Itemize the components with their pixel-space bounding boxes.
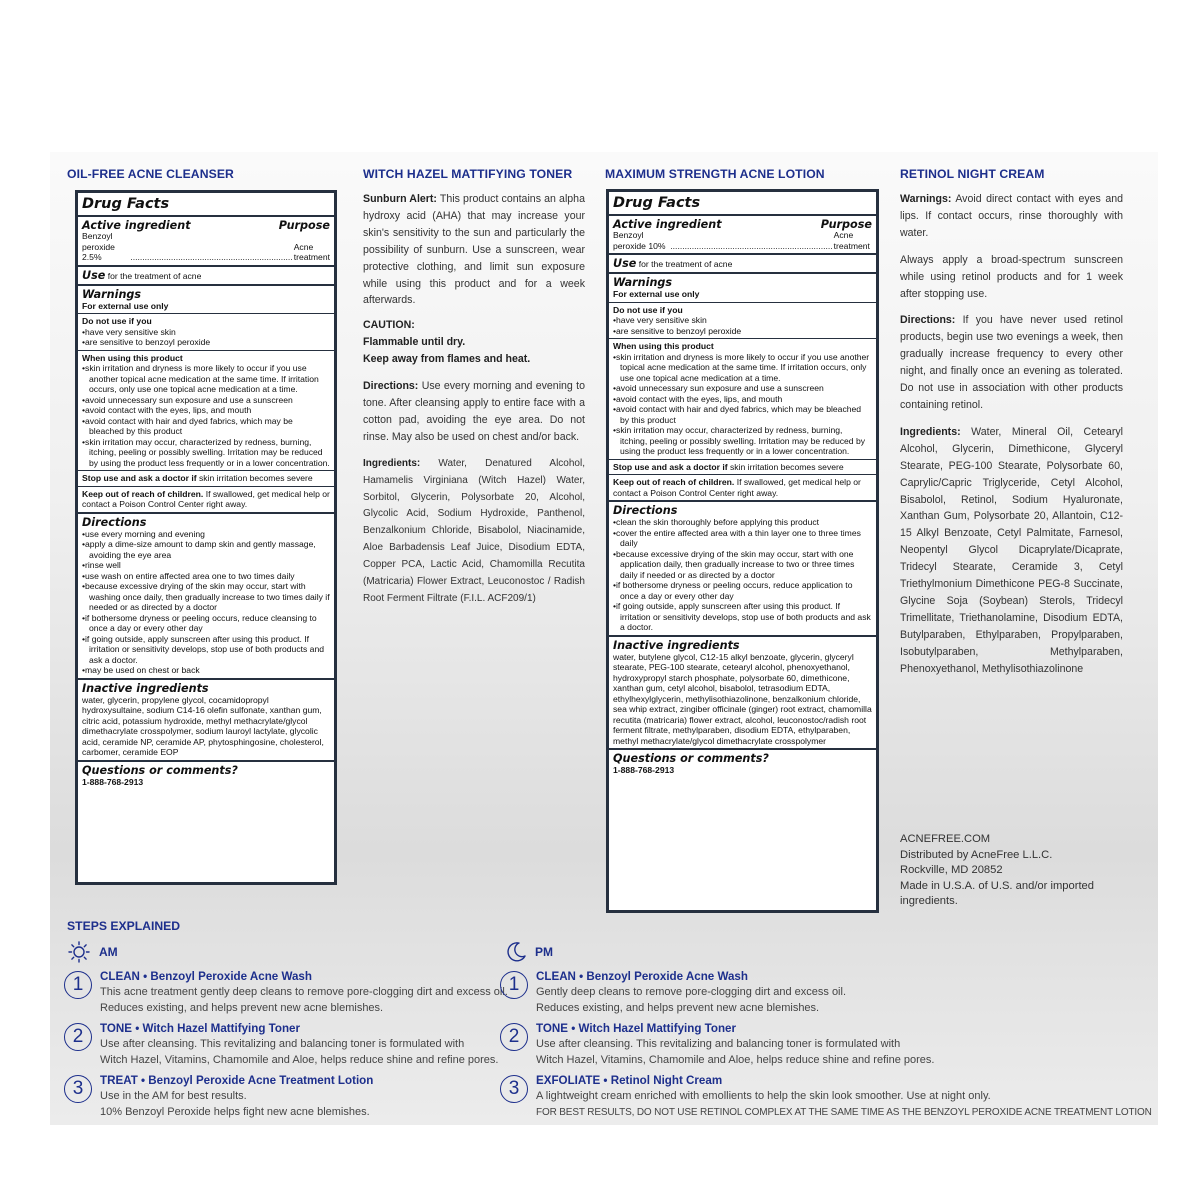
directions-item: • because excessive drying of the skin may occur, start with washing once daily, then gradually increase to two times daily if needed or as directed by a doctor: [82, 581, 330, 613]
am-label: AM: [99, 945, 118, 959]
questions-label: Questions or comments?: [82, 763, 238, 777]
questions-label: Questions or comments?: [613, 752, 769, 765]
step-description-line: A lightweight cream enriched with emollients to help the skin look smoother. Use at night only.: [536, 1090, 991, 1102]
drug-facts-lotion: [606, 189, 879, 913]
step-title: TONE • Witch Hazel Mattifying Toner: [100, 1022, 300, 1035]
stop-use-label: Stop use and ask a doctor if: [613, 461, 728, 472]
active-ingredient-label: Active ingredient: [613, 218, 722, 231]
step-number-badge: 1: [500, 971, 528, 999]
directions-item: • cover the entire affected area with a thin layer one to three times daily: [613, 528, 872, 549]
step-description-line: FOR BEST RESULTS, DO NOT USE RETINOL COMPLEX AT THE SAME TIME AS THE BENZOYL PEROXIDE ACNE TREATMENT LOTION: [536, 1106, 1152, 1118]
step-number-badge: 1: [64, 971, 92, 999]
directions-item: • if bothersome dryness or peeling occurs, reduce application to once a day or every other day: [613, 580, 872, 601]
when-using-item: • avoid unnecessary sun exposure and use a sunscreen: [82, 395, 330, 406]
step-description: [100, 985, 508, 1016]
inactive-ingredients-text: water, glycerin, propylene glycol, cocamidopropyl hydroxysultaine, sodium C14-16 olefin sulfonate, xanthan gum, citric acid, potassium hydroxide, methyl methacrylate/glycol dimethacrylate crosspolymer, sodium lauroyl lactylate, glycolic acid, ceramide NP, ceramide AP, phytosphingosine, cholesterol, carbomer, ceramide EOP: [82, 694, 324, 757]
drug-facts-cleanser: [75, 190, 337, 885]
steps-title: STEPS EXPLAINED: [67, 919, 181, 933]
do-not-use-list: [82, 327, 330, 348]
step-description: [100, 1037, 498, 1068]
when-using-list: [82, 363, 330, 468]
purpose-value: Acne treatment: [293, 241, 331, 262]
toner-caution: CAUTION:: [363, 319, 415, 332]
cream-sunscreen-text: Always apply a broad-spectrum sunscreen while using retinol products and for 1 week after stopping use.: [900, 253, 1123, 300]
external-use: For external use only: [82, 300, 169, 311]
sun-icon: [67, 941, 91, 963]
stop-use-text: skin irritation becomes severe: [199, 473, 313, 483]
directions-item: • may be used on chest or back: [82, 665, 330, 676]
step-description: [536, 1037, 934, 1068]
toner-sunburn-text: This product contains an alpha hydroxy acid (AHA) that may increase your skin's sensitivity to the sun and particularly the possibility of sunburn. Use a sunscreen, wear protective clothing, and limit sun exposure while using this product and for a week afterwards.: [363, 193, 585, 307]
step-title: TREAT • Benzoyl Peroxide Acne Treatment Lotion: [100, 1074, 374, 1087]
toner-title: WITCH HAZEL MATTIFYING TONER: [363, 167, 573, 181]
active-ingredient-value: Benzoyl peroxide 10%: [613, 230, 666, 251]
directions-item: • clean the skin thoroughly before applying this product: [613, 517, 872, 528]
step-title: CLEAN • Benzoyl Peroxide Acne Wash: [536, 970, 748, 983]
when-using-item: • skin irritation may occur, characterized by redness, burning, itching, peeling or possibly swelling. Irritation may be reduced by using the product less frequently or in a lower concentration.: [613, 425, 872, 457]
directions-list: [613, 517, 872, 633]
use-label: Use: [82, 268, 106, 282]
step-description-line: Reduces existing, and helps prevent new acne blemishes.: [100, 1001, 384, 1014]
when-using-item: • skin irritation and dryness is more likely to occur if you use another topical acne medication at the same time. If irritation occurs, only use one topical acne medication at a time.: [613, 352, 872, 384]
dot-leader: ....................................................................: [130, 252, 293, 262]
toner-flammable: Flammable until dry.: [363, 336, 466, 349]
distributor-line-2: Rockville, MD 20852: [900, 864, 1003, 877]
when-using-item: • avoid contact with the eyes, lips, and mouth: [82, 405, 330, 416]
when-using-heading: When using this product: [613, 341, 714, 351]
use-text: for the treatment of acne: [638, 259, 733, 269]
step-description-line: Use after cleansing. This revitalizing and balancing toner is formulated with: [536, 1038, 901, 1050]
cream-title: RETINOL NIGHT CREAM: [900, 167, 1045, 181]
toner-info: [363, 191, 585, 618]
keep-out-text: If swallowed, get medical help or contact a Poison Control Center right away.: [82, 488, 330, 509]
toner-directions-label: Directions:: [363, 380, 419, 393]
directions-list: [82, 529, 330, 676]
when-using-item: • skin irritation may occur, characterized by redness, burning, itching, peeling or possibly swelling. Irritation may be reduced by using the product less frequently or in a lower concentration.: [82, 437, 330, 469]
cream-directions-label: Directions:: [900, 314, 956, 327]
cream-ingredients-text: Water, Mineral Oil, Cetearyl Alcohol, Glycerin, Dimethicone, Glyceryl Stearate, PEG-100 Stearate, Polysorbate 60, Caprylic/Capric Triglyceride, Cetyl Alcohol, Bisabolol, Retinol, Sodium Hyaluronate, Xanthan Gum, Polysorbate 20, Allantoin, C12-15 Alkyl Benzoate, Cetyl Palmitate, Farnesol, Neopentyl Glycol Dicaprylate/Dicaprate, Tridecyl Stearate, Ceramide 3, Cetyl Triethylmonium Dimethicone PEG-8 Succinate, Glycine Soja (Soybean) Sterols, Tridecyl Trimellitate, Triethanolamine, Disodium EDTA, Butylparaben, Ethylparaben, Propylparaben, Isobutylparaben, Methylparaben, Phenoxyethanol, Methylisothiazolinone: [900, 425, 1123, 675]
step-description-line: Witch Hazel, Vitamins, Chamomile and Aloe, helps reduce shine and refine pores.: [536, 1053, 935, 1066]
distributor-line-4: ingredients.: [900, 895, 958, 908]
do-not-use-item: • have very sensitive skin: [613, 315, 872, 326]
stop-use-text: skin irritation becomes severe: [730, 461, 844, 472]
step-description-line: This acne treatment gently deep cleans to remove pore-clogging dirt and excess oil.: [100, 986, 508, 998]
pm-header: [505, 941, 553, 963]
cream-warnings-text: Avoid direct contact with eyes and lips. If contact occurs, rinse thoroughly with water.: [900, 193, 1123, 239]
use-text: for the treatment of acne: [107, 270, 202, 281]
cream-directions-text: If you have never used retinol products, begin use two evenings a week, then gradually increase frequency to every other night, and finally once an evening as tolerated. Do not use in association with other products containing retinol.: [900, 314, 1123, 411]
pm-label: PM: [535, 945, 553, 959]
phone-number: 1-888-768-2913: [613, 765, 675, 775]
keep-out-label: Keep out of reach of children.: [82, 488, 204, 499]
step-number-badge: 3: [500, 1075, 528, 1103]
purpose-label: Purpose: [278, 219, 330, 232]
directions-item: • rinse well: [82, 560, 330, 571]
when-using-item: • skin irritation and dryness is more likely to occur if you use another topical acne medication at the same time. If irritation occurs, only use one topical acne medication at a time.: [82, 363, 330, 395]
purpose-value: Acne treatment: [833, 230, 870, 251]
do-not-use-item: • are sensitive to benzoyl peroxide: [82, 337, 330, 348]
cleanser-title: OIL-FREE ACNE CLEANSER: [67, 167, 234, 181]
directions-item: • use every morning and evening: [82, 529, 330, 540]
step-number-badge: 2: [500, 1023, 528, 1051]
external-use: For external use only: [613, 289, 700, 299]
step-description-line: 10% Benzoyl Peroxide helps fight new acne blemishes.: [100, 1105, 370, 1118]
distributor-line-3: Made in U.S.A. of U.S. and/or imported: [900, 879, 1095, 892]
product-info-panel: [50, 152, 1158, 1125]
when-using-heading: When using this product: [82, 352, 183, 363]
inactive-ingredients-label: Inactive ingredients: [613, 638, 740, 652]
use-label: Use: [613, 257, 637, 270]
inactive-ingredients-text: water, butylene glycol, C12-15 alkyl benzoate, glycerin, glyceryl stearate, PEG-100 stearate, cetearyl alcohol, phenoxyethanol, hydroxypropyl starch phosphate, polysorbate 60, dimethicone, xanthan gum, cetyl alcohol, bisabolol, tetrasodium EDTA, ethylhexylglycerin, methylisothiazolinone, benzalkonium chloride, sea whip extract, zingiber officinale (ginger) root extract, chamomilla recutita (matricaria) flower extract, alcohol, leuconostoc/radish root ferment filtrate, methylparaben, disodium EDTA, ethylparaben, methyl methacrylate/glycol dimethacrylate crosspolymer: [613, 651, 872, 746]
toner-sunburn-label: Sunburn Alert:: [363, 193, 437, 205]
do-not-use-item: • are sensitive to benzoyl peroxide: [613, 326, 872, 337]
do-not-use-heading: Do not use if you: [613, 304, 683, 315]
keep-out-text: If swallowed, get medical help or contact a Poison Control Center right away.: [613, 477, 861, 498]
toner-keep-away: Keep away from flames and heat.: [363, 353, 531, 366]
directions-item: • if going outside, apply sunscreen after using this product. If irritation or sensitivity develops, stop use of both products and ask a doctor.: [613, 601, 872, 633]
moon-icon: [505, 941, 527, 963]
step-description-line: Use after cleansing. This revitalizing and balancing toner is formulated with: [100, 1038, 465, 1050]
keep-out-label: Keep out of reach of children.: [613, 477, 735, 487]
cream-info: [900, 191, 1123, 687]
am-header: [67, 941, 118, 963]
inactive-ingredients-label: Inactive ingredients: [82, 681, 209, 695]
warnings-label: Warnings: [613, 276, 673, 289]
when-using-item: • avoid contact with the eyes, lips, and mouth: [613, 394, 872, 405]
step-title: EXFOLIATE • Retinol Night Cream: [536, 1074, 723, 1087]
dot-leader: ....................................................................: [670, 240, 833, 251]
toner-directions-text: Use every morning and evening to tone. After cleansing apply to entire face with a cotton pad, avoiding the eye area. Do not rinse. May also be used on chest and/or back.: [363, 380, 585, 443]
step-description-line: Use in the AM for best results.: [100, 1090, 247, 1102]
active-ingredient-label: Active ingredient: [82, 219, 191, 232]
step-description-line: Gently deep cleans to remove pore-clogging dirt and excess oil.: [536, 986, 847, 998]
drug-facts-heading: Drug Facts: [613, 195, 701, 211]
directions-item: • if bothersome dryness or peeling occurs, reduce cleansing to once a day or every other day: [82, 613, 330, 634]
drug-facts-heading: Drug Facts: [82, 196, 170, 212]
step-description: [536, 1089, 1152, 1120]
when-using-item: • avoid contact with hair and dyed fabrics, which may be bleached by this product: [82, 416, 330, 437]
directions-item: • if going outside, apply sunscreen after using this product. If irritation or sensitivity develops, stop use of both products and ask a doctor.: [82, 634, 330, 666]
cream-ingredients-label: Ingredients:: [900, 425, 961, 438]
when-using-item: • avoid unnecessary sun exposure and use a sunscreen: [613, 383, 872, 394]
when-using-list: [613, 352, 872, 457]
do-not-use-item: • have very sensitive skin: [82, 327, 330, 338]
step-title: CLEAN • Benzoyl Peroxide Acne Wash: [100, 970, 312, 983]
step-title: TONE • Witch Hazel Mattifying Toner: [536, 1022, 736, 1035]
step-number-badge: 3: [64, 1075, 92, 1103]
step-description: [100, 1089, 370, 1120]
when-using-item: • avoid contact with hair and dyed fabrics, which may be bleached by this product: [613, 404, 872, 425]
do-not-use-heading: Do not use if you: [82, 316, 152, 326]
step-description: [536, 985, 846, 1016]
website-link[interactable]: ACNEFREE.COM: [900, 833, 991, 845]
distributor-info: [900, 832, 1130, 910]
step-description-line: Witch Hazel, Vitamins, Chamomile and Aloe, helps reduce shine and refine pores.: [100, 1053, 499, 1066]
phone-number: 1-888-768-2913: [82, 776, 144, 787]
stop-use-label: Stop use and ask a doctor if: [82, 473, 197, 483]
lotion-title: MAXIMUM STRENGTH ACNE LOTION: [605, 167, 825, 181]
distributor-line-1: Distributed by AcneFree L.L.C.: [900, 848, 1053, 861]
do-not-use-list: [613, 315, 872, 336]
directions-item: • use wash on entire affected area one to two times daily: [82, 571, 330, 582]
directions-label: Directions: [613, 504, 678, 517]
directions-label: Directions: [82, 515, 147, 529]
active-ingredient-value: Benzoyl peroxide 2.5%: [82, 231, 115, 262]
directions-item: • apply a dime-size amount to damp skin and gently massage, avoiding the eye area: [82, 539, 330, 560]
step-number-badge: 2: [64, 1023, 92, 1051]
purpose-label: Purpose: [820, 218, 872, 231]
directions-item: • because excessive drying of the skin may occur, start with one application daily, then gradually increase to two or three times daily if needed or as directed by a doctor: [613, 549, 872, 581]
step-description-line: Reduces existing, and helps prevent new acne blemishes.: [536, 1001, 820, 1014]
toner-ingredients-label: Ingredients:: [363, 457, 421, 469]
warnings-label: Warnings: [82, 287, 142, 301]
cream-warnings-label: Warnings:: [900, 193, 952, 205]
toner-ingredients-text: Water, Denatured Alcohol, Hamamelis Virginiana (Witch Hazel) Water, Sorbitol, Glycerin, Polysorbate 20, Alcohol, Glycolic Acid, Sodium Hydroxide, Panthenol, Benzalkonium Chloride, Bisabolol, Niacinamide, Aloe Barbadensis Leaf Juice, Disodium EDTA, Copper PCA, Lactic Acid, Chamomilla Recutita (Matricaria) Flower Extract, Leuconostoc / Radish Root Ferment Filtrate (F.I.L. ACF209/1): [363, 457, 585, 604]
